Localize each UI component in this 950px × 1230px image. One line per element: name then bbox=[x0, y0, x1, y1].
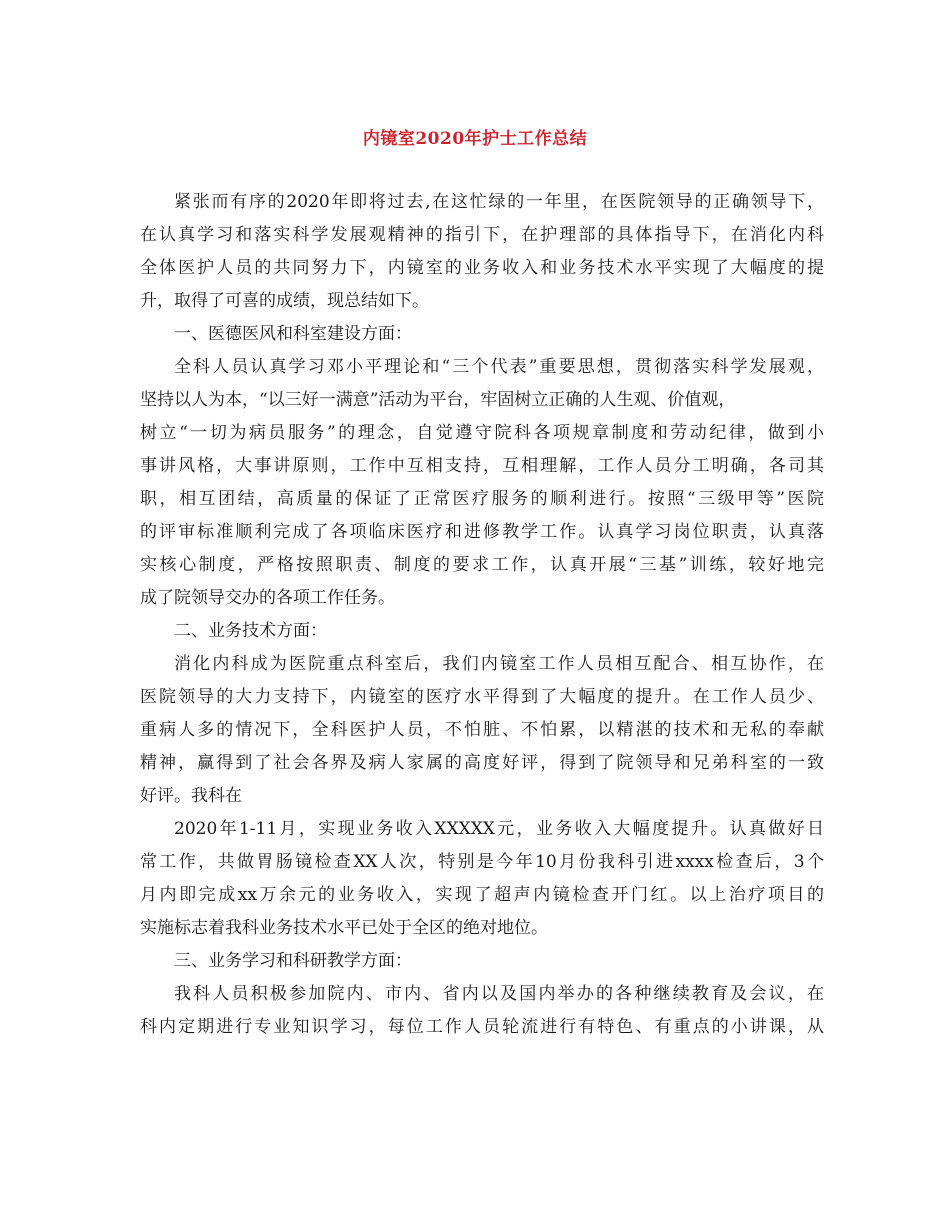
paragraph-line: 常工作，共做胃肠镜检查XX人次，特别是今年10月份我科引进xxxx检查后，3个 bbox=[140, 852, 824, 872]
paragraph-line: 成了院领导交办的各项工作任务。 bbox=[140, 588, 395, 608]
paragraph-line: 重病人多的情况下，全科医护人员，不怕脏、不怕累，以精湛的技术和无私的奉献 bbox=[140, 720, 824, 740]
paragraph-line: 全体医护人员的共同努力下，内镜室的业务收入和业务技术水平实现了大幅度的提 bbox=[140, 258, 824, 278]
paragraph-line: 事讲风格，大事讲原则，工作中互相支持，互相理解，工作人员分工明确，各司其 bbox=[140, 456, 824, 476]
paragraph-line: 坚持以人为本，“以三好一满意”活动为平台，牢固树立正确的人生观、价值观， bbox=[140, 390, 736, 410]
paragraph-line: 的评审标准顺利完成了各项临床医疗和进修教学工作。认真学习岗位职责，认真落 bbox=[140, 522, 824, 542]
document-title: 内镜室2020年护士工作总结 bbox=[362, 129, 588, 149]
paragraph-line: 实核心制度，严格按照职责、制度的要求工作，认真开展“三基”训练，较好地完 bbox=[140, 555, 824, 575]
paragraph-line: 科内定期进行专业知识学习，每位工作人员轮流进行有特色、有重点的小讲课，从 bbox=[140, 1017, 824, 1037]
paragraph-line: 月内即完成xx万余元的业务收入，实现了超声内镜检查开门红。以上治疗项目的 bbox=[140, 885, 824, 905]
section-heading: 一、医德医风和科室建设方面： bbox=[174, 324, 412, 344]
paragraph-line: 在认真学习和落实科学发展观精神的指引下，在护理部的具体指导下，在消化内科 bbox=[140, 225, 824, 245]
paragraph-line: 全科人员认真学习邓小平理论和“三个代表”重要思想，贯彻落实科学发展观， bbox=[174, 357, 824, 377]
paragraph-line: 我科人员积极参加院内、市内、省内以及国内举办的各种继续教育及会议，在 bbox=[174, 984, 824, 1004]
paragraph-line: 医院领导的大力支持下，内镜室的医疗水平得到了大幅度的提升。在工作人员少、 bbox=[140, 687, 824, 707]
paragraph-line: 好评。我科在 bbox=[140, 786, 242, 806]
paragraph-line: 升，取得了可喜的成绩，现总结如下。 bbox=[140, 291, 429, 311]
paragraph-line: 紧张而有序的2020年即将过去,在这忙绿的一年里，在医院领导的正确领导下， bbox=[174, 192, 824, 212]
paragraph-line: 消化内科成为医院重点科室后，我们内镜室工作人员相互配合、相互协作，在 bbox=[174, 654, 824, 674]
document-body bbox=[140, 186, 824, 1044]
section-heading: 三、业务学习和科研教学方面： bbox=[174, 951, 412, 971]
paragraph-line: 精神，赢得到了社会各界及病人家属的高度好评，得到了院领导和兄弟科室的一致 bbox=[140, 753, 824, 773]
paragraph-line: 树立“一切为病员服务”的理念，自觉遵守院科各项规章制度和劳动纪律，做到小 bbox=[140, 423, 824, 443]
paragraph-line: 实施标志着我科业务技术水平已处于全区的绝对地位。 bbox=[140, 918, 548, 938]
paragraph-line: 职，相互团结，高质量的保证了正常医疗服务的顺利进行。按照“三级甲等”医院 bbox=[140, 489, 824, 509]
section-heading: 二、业务技术方面： bbox=[174, 621, 327, 641]
paragraph-line: 2020年1-11月，实现业务收入XXXXX元，业务收入大幅度提升。认真做好日 bbox=[174, 819, 824, 839]
